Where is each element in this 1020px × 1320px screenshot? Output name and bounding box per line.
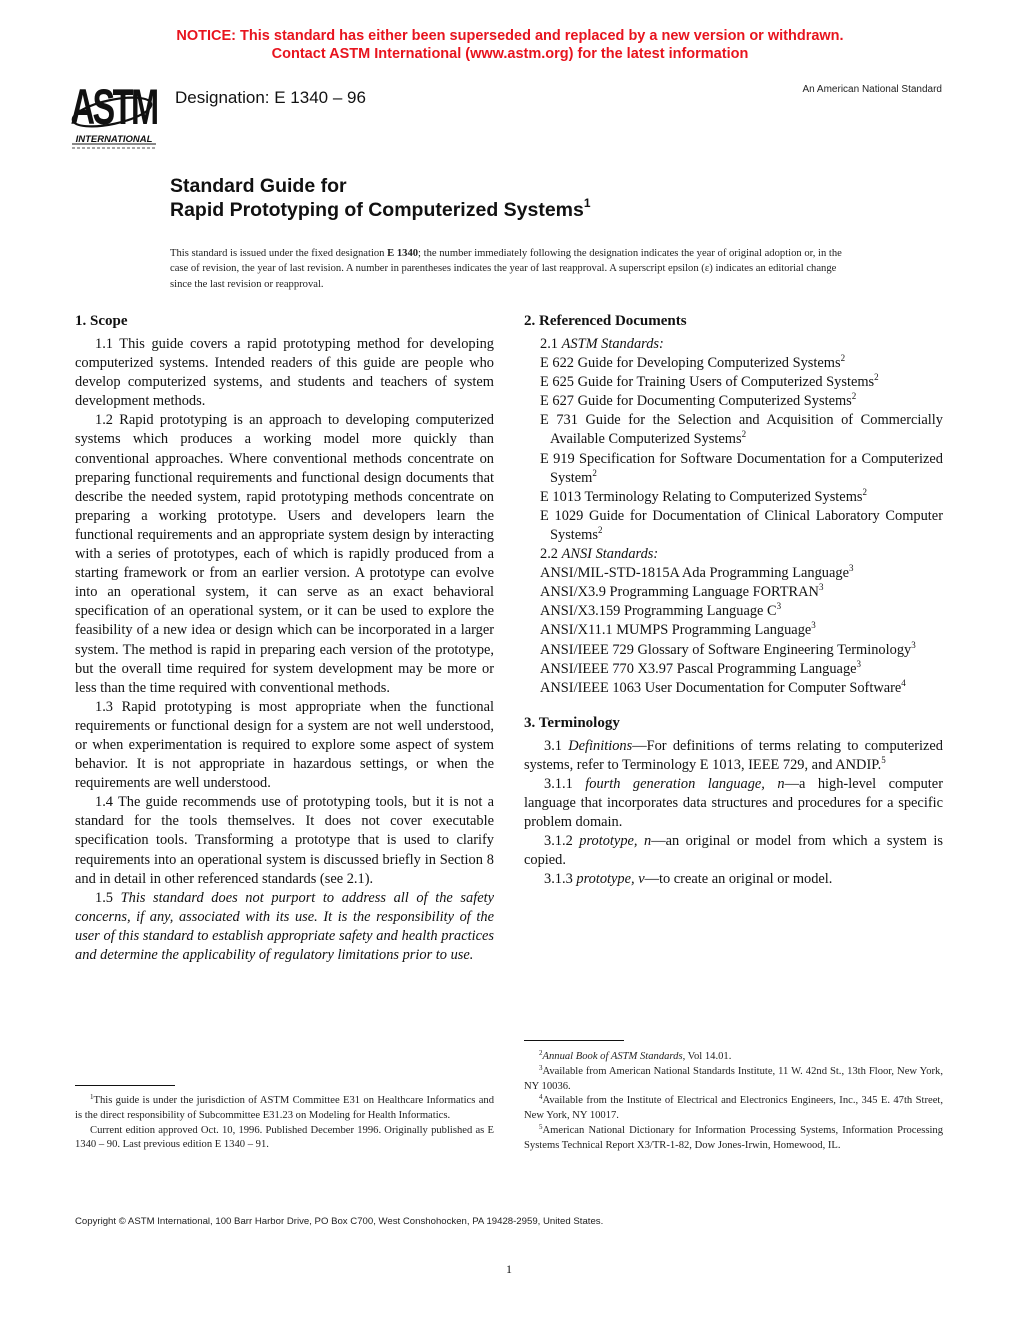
- footnote-1: $^1$This guide is under the jurisdiction of ASTM Committee E31 on Healthcare Informatics and is the direct responsibility of Subcommittee E31.23 on Modeling for Health Informatics.: [75, 1093, 494, 1121]
- paragraph-1-4: 1.4 The guide recommends use of prototyping tools, but it is not a standard for the tools themselves. It does not cover executable specification tools. Transforming a prototype that is used to clarify requirements into an operational system is discussed briefly in Section 8 and in detail in other referenced standards (see 2.1).: [75, 794, 494, 887]
- footnote-mark[interactable]: 2: [592, 467, 597, 478]
- footnote-mark[interactable]: 3: [848, 563, 854, 574]
- footnote-mark[interactable]: 3: [911, 639, 916, 650]
- left-column: [75, 312, 494, 965]
- footnotes-left: [75, 1094, 494, 1153]
- document-title: [170, 174, 591, 222]
- section-gap: [524, 698, 943, 714]
- footnote-mark[interactable]: 5: [881, 754, 886, 765]
- footnote-2: $^2$Annual Book of ASTM Standards, Vol 14.01.: [539, 1049, 732, 1062]
- section-heading-terminology: 3. Terminology: [524, 714, 620, 731]
- designation: Designation: E 1340 – 96: [175, 88, 366, 107]
- paragraph-1-5: 1.5 This standard does not purport to address all of the safety concerns, if any, associated with its use. It is the responsibility of the user of this standard to establish appropriate safety and health practices and determine the applicability of regulatory limitations prior to use.: [75, 889, 494, 963]
- footnote-mark[interactable]: 2: [597, 524, 603, 535]
- astm-logo-icon: [66, 74, 162, 156]
- notice-line-2: Contact ASTM International (www.astm.org) for the latest information: [271, 46, 749, 62]
- copyright-line: Copyright © ASTM International, 100 Barr Harbor Drive, PO Box C700, West Conshohocken, PA 19428-2959, United States.: [75, 1216, 604, 1227]
- reference-item: E 622 Guide for Developing Computerized Systems$^2$: [540, 353, 846, 372]
- svg-text:INTERNATIONAL: INTERNATIONAL: [75, 134, 153, 145]
- reference-item: ANSI/X11.1 MUMPS Programming Language$^3$: [540, 620, 816, 639]
- footnote-5: $^5$American National Dictionary for Information Processing Systems, Information Processing Systems Technical Report X3/TR-1-82, Dow Jones-Irwin, Homewood, IL.: [524, 1122, 943, 1151]
- edition-note: Current edition approved Oct. 10, 1996. Published December 1996. Originally published as E 1340 – 90. Last previous edition E 1340 – 91.: [75, 1124, 494, 1151]
- footnote-mark[interactable]: 3: [856, 658, 862, 669]
- footnote-divider: [75, 1085, 175, 1086]
- reference-item: ANSI/MIL-STD-1815A Ada Programming Language$^3$: [540, 563, 854, 582]
- reference-item: E 1029 Guide for Documentation of Clinical Laboratory Computer Systems$^2$: [540, 507, 943, 543]
- svg-text:ASTM: ASTM: [70, 79, 157, 136]
- definition-3-1-2: 3.1.2 prototype, n—an original or model from which a system is copied.: [524, 833, 943, 869]
- footnote-mark[interactable]: 4: [901, 677, 906, 688]
- title-line-2: Rapid Prototyping of Computerized Systems$^1$: [170, 196, 591, 221]
- supersession-notice: [0, 27, 1020, 63]
- footnote-mark[interactable]: 2: [741, 429, 747, 440]
- paragraph-1-1: 1.1 This guide covers a rapid prototyping method for developing computerized systems. Intended readers of this guide are people who develop computerized systems, and students and teachers of system development methods.: [75, 336, 494, 410]
- reference-item: ANSI/X3.9 Programming Language FORTRAN$^3$: [540, 582, 824, 601]
- reference-item: ANSI/IEEE 729 Glossary of Software Engineering Terminology$^3$: [540, 639, 916, 658]
- footnote-mark[interactable]: 3: [818, 582, 824, 593]
- footnote-4: $^4$Available from the Institute of Electrical and Electronics Engineers, Inc., 345 E. 47th Street, New York, NY 10017.: [524, 1093, 943, 1122]
- reference-item: E 919 Specification for Software Documentation for a Computerized System$^2$: [540, 450, 943, 486]
- footnote-3: $^3$Available from American National Standards Institute, 11 W. 42nd St., 13th Floor, New York, NY 10036.: [524, 1063, 943, 1092]
- subsection-astm-standards: 2.1 ASTM Standards:: [540, 336, 664, 352]
- title-line-1: Standard Guide for: [170, 175, 347, 197]
- definition-3-1: 3.1 Definitions—For definitions of terms relating to computerized systems, refer to Terminology E 1013, IEEE 729, and ANDIP.$^5$: [524, 737, 943, 773]
- footnote-mark[interactable]: 2: [862, 486, 867, 497]
- paragraph-1-3: 1.3 Rapid prototyping is most appropriate when the functional requirements or functional design for a system are not well understood, or when experimentation is required to explore some aspect of system behavior. It is not appropriate in hazardous settings, or when the requirements are well understood.: [75, 698, 494, 792]
- reference-item: E 1013 Terminology Relating to Computerized Systems$^2$: [540, 486, 867, 505]
- footnote-divider: [524, 1040, 624, 1041]
- footnote-mark[interactable]: 2: [851, 391, 857, 402]
- reference-item: E 625 Guide for Training Users of Computerized Systems$^2$: [540, 372, 879, 391]
- page-number: 1: [506, 1262, 512, 1276]
- astm-logo: [66, 74, 162, 156]
- section-heading-scope: 1. Scope: [75, 313, 128, 329]
- footnote-mark[interactable]: 2: [840, 353, 846, 364]
- footnote-mark[interactable]: 2: [874, 372, 879, 383]
- notice-line-1: NOTICE: This standard has either been superseded and replaced by a new version or withdrawn.: [176, 28, 844, 44]
- american-national-standard-label: An American National Standard: [802, 84, 942, 95]
- definition-3-1-1: 3.1.1 fourth generation language, n—a high-level computer language that incorporates data structures and procedures for a specific problem domain.: [524, 775, 943, 831]
- definition-3-1-3: 3.1.3 prototype, v—to create an original or model.: [544, 871, 833, 888]
- reference-item: ANSI/IEEE 770 X3.97 Pascal Programming Language$^3$: [540, 658, 862, 677]
- right-column: [524, 312, 943, 890]
- section-heading-referenced-documents: 2. Referenced Documents: [524, 313, 687, 329]
- issuance-note: This standard is issued under the fixed designation E 1340; the number immediately following the designation indicates the year of original adoption or, in the case of revision, the year of last revision. A number in parentheses indicates the year of last reapproval. A superscript epsilon (ε) indicates an editorial change since the last revision or reapproval.: [170, 248, 842, 290]
- footnote-mark[interactable]: 3: [776, 601, 782, 612]
- reference-item: E 731 Guide for the Selection and Acquisition of Commercially Available Computerized Systems$^2$: [540, 412, 943, 448]
- reference-item: E 627 Guide for Documenting Computerized Systems$^2$: [540, 391, 857, 410]
- footnotes-right: [524, 1050, 943, 1154]
- reference-item: ANSI/X3.159 Programming Language $C^3$: [540, 601, 782, 620]
- subsection-ansi-standards: 2.2 ANSI Standards:: [540, 546, 659, 563]
- footnote-mark[interactable]: 3: [811, 620, 816, 631]
- reference-item: ANSI/IEEE 1063 User Documentation for Computer Software$^4$: [540, 677, 906, 696]
- title-footnote-mark[interactable]: 1: [583, 196, 591, 210]
- paragraph-1-2: 1.2 Rapid prototyping is an approach to developing computerized systems which produces a working model more quickly than conventional approaches. Where conventional methods concentrate on preparing functional requirements and functional design documents that describe the needed system, rapid prototyping methods concentrate on preparing a working prototype. Users and developers learn the functional requirements and an appropriate system design by interacting with a series of prototypes, each of which is rapidly produced from a starting framework or from an earlier version. A prototype can evolve into an operational system, it can serve as an exact behavioral specification of an operational system, or it can be used to explore the feasibility of a new idea or design which can be incorporated in a larger system. The method is rapid in preparing each version of the prototype, but the overall time required for system development may be more or less than the time required with conventional methods.: [75, 412, 494, 696]
